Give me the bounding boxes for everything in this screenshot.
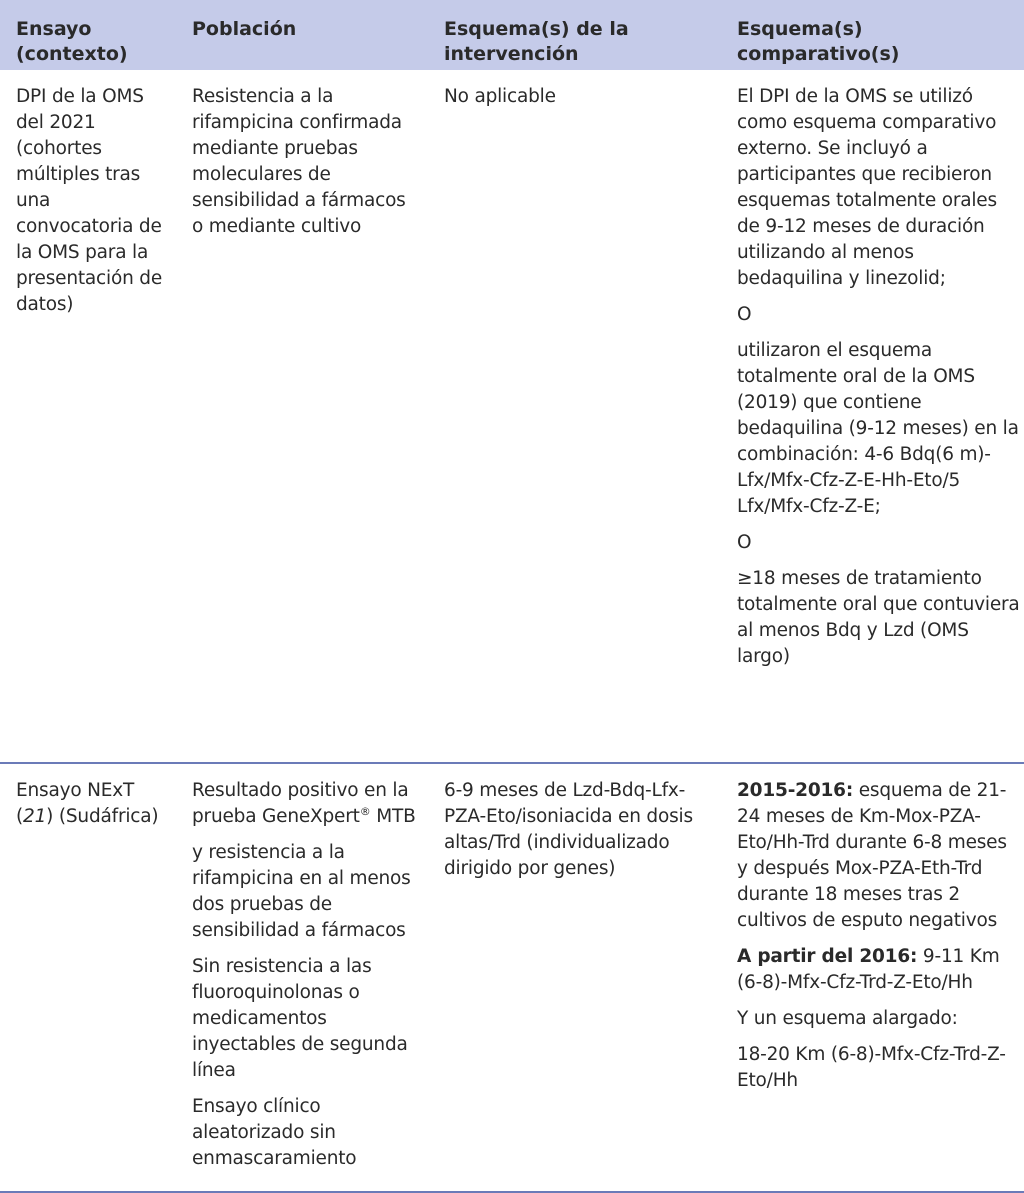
row2-population-p3: Sin resistencia a las fluoroquinolonas o medicamentos inyectables de segunda línea bbox=[192, 956, 408, 1081]
table-row bbox=[0, 70, 1024, 763]
row2-comparator bbox=[721, 763, 1024, 1192]
row1-population: Resistencia a la rifampicina confirmada mediante pruebas moleculares de sensibilidad a fármacos o mediante cultivo bbox=[176, 70, 428, 763]
row2-comparator-p3: Y un esquema alargado: bbox=[737, 1008, 958, 1029]
row2-comparator-label2: A partir del 2016: bbox=[737, 946, 918, 967]
row1-comparator-p2: utilizaron el esquema totalmente oral de la OMS (2019) que contiene bedaquilina (9-12 meses) en la combinación: 4-6 Bdq(6 m)-Lfx/Mfx-Cfz-Z-E-Hh-Eto/5 Lfx/Mfx-Cfz-Z-E; bbox=[737, 340, 1019, 517]
row2-trial-ref: 21 bbox=[23, 806, 47, 827]
table-row bbox=[0, 763, 1024, 1192]
row1-comparator-p3: ≥18 meses de tratamiento totalmente oral que contuviera al menos Bdq y Lzd (OMS largo) bbox=[737, 568, 1020, 667]
header-trial: Ensayo (contexto) bbox=[0, 0, 176, 70]
row2-trial-country: (Sudáfrica) bbox=[58, 806, 159, 827]
row2-comparator-text2: 9-11 Km (6-8)-Mfx-Cfz-Trd-Z-Eto/Hh bbox=[737, 946, 1000, 993]
row1-intervention: No aplicable bbox=[428, 70, 721, 763]
header-intervention: Esquema(s) de la intervención bbox=[428, 0, 721, 70]
row1-comparator bbox=[721, 70, 1024, 763]
row2-trial: Ensayo NExT (21) (Sudáfrica) bbox=[0, 763, 176, 1192]
row2-intervention: 6-9 meses de Lzd-Bdq-Lfx-PZA-Eto/isoniacida en dosis altas/Trd (individualizado dirigido por genes) bbox=[428, 763, 721, 1192]
row1-comparator-or2: O bbox=[737, 532, 752, 553]
table-header-row bbox=[0, 0, 1024, 70]
row1-comparator-or1: O bbox=[737, 304, 752, 325]
row2-population-p1-end: MTB bbox=[376, 806, 416, 827]
row2-comparator-text1: esquema de 21-24 meses de Km-Mox-PZA-Eto/Hh-Trd durante 6-8 meses y después Mox-PZA-Eth-Trd durante 18 meses tras 2 cultivos de esputo negativos bbox=[737, 780, 1007, 931]
header-comparator: Esquema(s) comparativo(s) bbox=[721, 0, 1024, 70]
row2-population bbox=[176, 763, 428, 1192]
row2-population-p2: y resistencia a la rifampicina en al menos dos pruebas de sensibilidad a fármacos bbox=[192, 842, 411, 941]
row1-comparator-p1: El DPI de la OMS se utilizó como esquema comparativo externo. Se incluyó a participantes que recibieron esquemas totalmente orales de 9-12 meses de duración utilizando al menos bedaquilina y linezolid; bbox=[737, 86, 997, 289]
registered-mark: ® bbox=[359, 804, 371, 818]
row2-trial-name: Ensayo NExT bbox=[16, 780, 135, 801]
row2-comparator-p4: 18-20 Km (6-8)-Mfx-Cfz-Trd-Z-Eto/Hh bbox=[737, 1044, 1006, 1091]
row2-population-p4: Ensayo clínico aleatorizado sin enmascaramiento bbox=[192, 1096, 357, 1169]
row2-comparator-label1: 2015-2016: bbox=[737, 780, 854, 801]
row2-comparator-p1 bbox=[737, 778, 1020, 934]
row2-population-p1 bbox=[192, 778, 416, 830]
row2-comparator-p2 bbox=[737, 944, 1020, 996]
row2-population-p1-text: Resultado positivo en la prueba GeneXpert bbox=[192, 780, 409, 827]
header-population: Población bbox=[176, 0, 428, 70]
row1-trial: DPI de la OMS del 2021 (cohortes múltiples tras una convocatoria de la OMS para la presentación de datos) bbox=[0, 70, 176, 763]
